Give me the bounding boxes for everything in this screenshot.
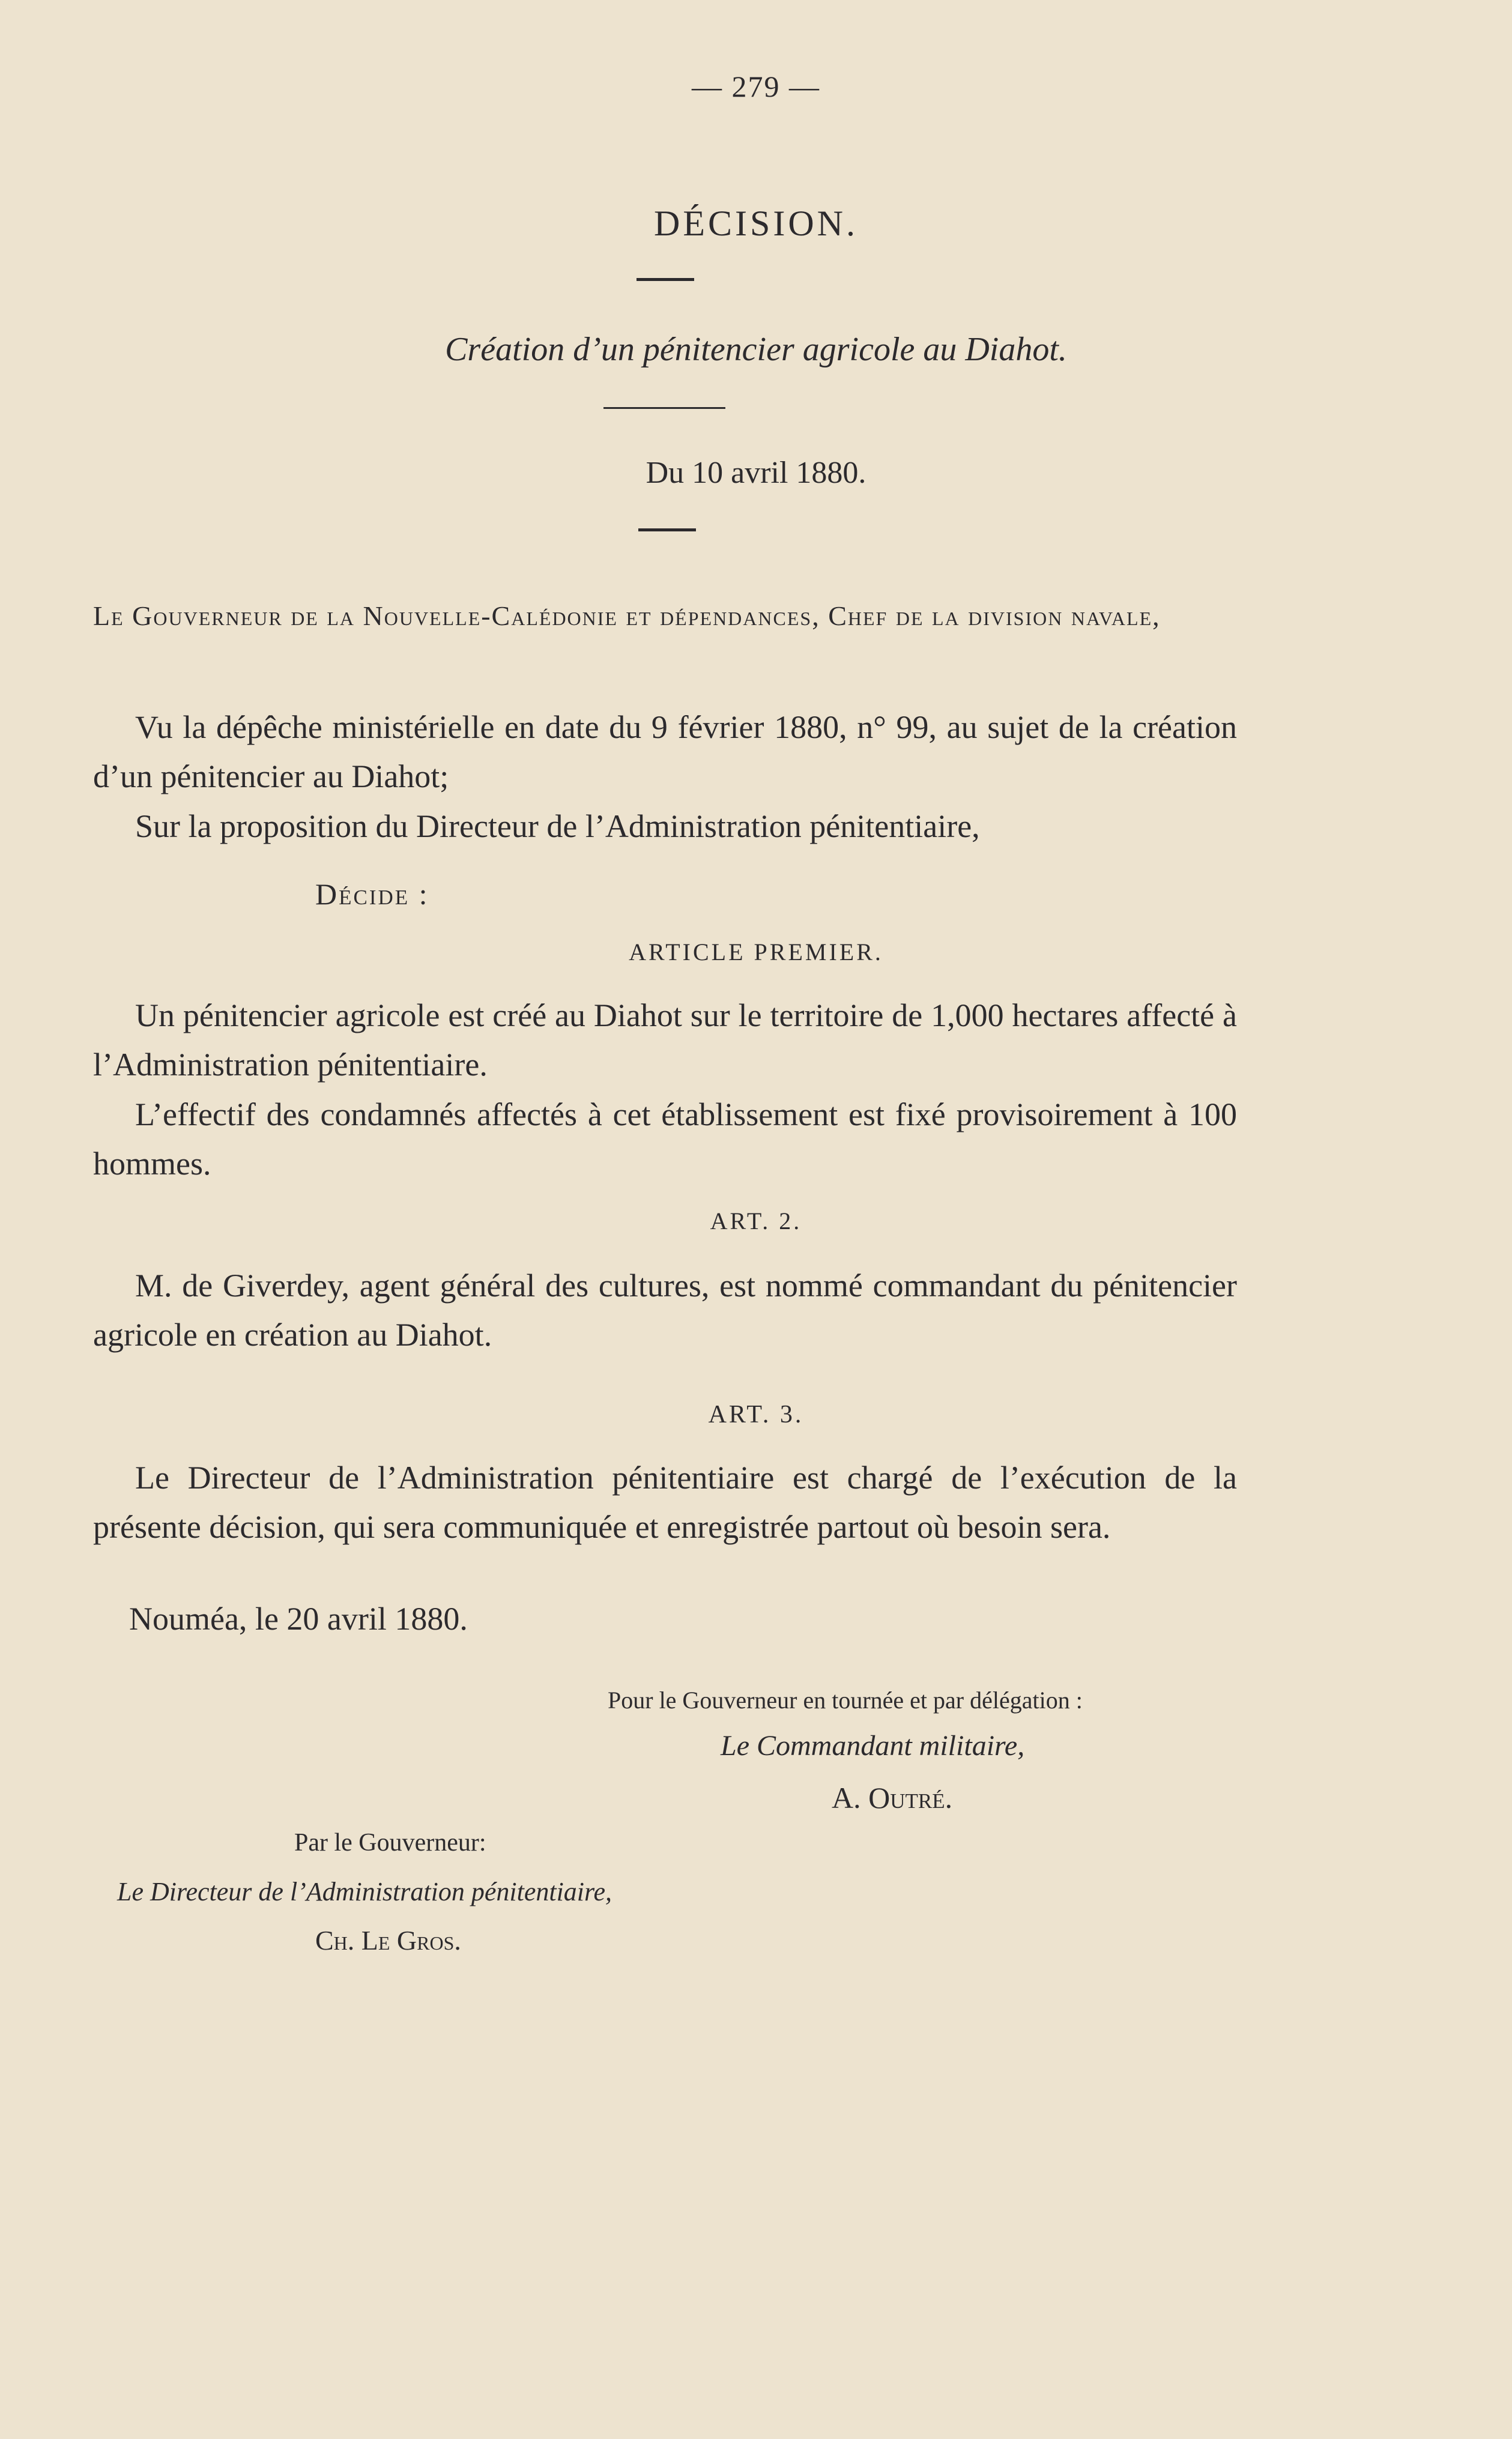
document-title: DÉCISION. (654, 204, 858, 243)
signature-right-name: A. Outré. (832, 1781, 953, 1815)
title-divider (637, 278, 694, 281)
article-1-heading: ARTICLE PREMIER. (629, 938, 883, 966)
article-1-paragraph-2: L’effectif des condamnés affectés à cet établissement est fixé provisoirement à 100 hommes. (93, 1096, 1237, 1182)
signature-right-intro: Pour le Gouverneur en tournée et par délégation : (608, 1687, 1083, 1714)
subtitle-divider (603, 407, 725, 409)
place-date: Nouméa, le 20 avril 1880. (129, 1601, 468, 1637)
date-divider (638, 528, 696, 531)
preamble-governor: Le Gouverneur de la Nouvelle-Calédonie et dépendances, Chef de la division navale, (93, 600, 1161, 631)
signature-right-title: Le Commandant militaire, (721, 1730, 1025, 1762)
signature-left-intro: Par le Gouverneur: (294, 1829, 486, 1857)
document-subtitle: Création d’un pénitencier agricole au Diahot. (445, 331, 1067, 368)
article-3-paragraph-1: Le Directeur de l’Administration pénitentiaire est chargé de l’exécution de la présente décision, qui sera communiquée et enregistrée partout où besoin sera. (93, 1460, 1237, 1545)
document-date: Du 10 avril 1880. (646, 456, 866, 490)
signature-left-title: Le Directeur de l’Administration pénitentiaire, (117, 1877, 612, 1906)
decide-label: Décide : (315, 877, 429, 911)
article-2-heading: ART. 2. (710, 1207, 802, 1235)
article-2-paragraph-1: M. de Giverdey, agent général des cultures, est nommé commandant du pénitencier agricole en création au Diahot. (93, 1268, 1237, 1353)
preamble-considering-1: Vu la dépêche ministérielle en date du 9 février 1880, n° 99, au sujet de la création d’un pénitencier au Diahot; (93, 709, 1237, 794)
preamble-considering-2: Sur la proposition du Directeur de l’Administration pénitentiaire, (135, 808, 980, 844)
article-3-heading: ART. 3. (708, 1401, 804, 1428)
article-1-paragraph-1: Un pénitencier agricole est créé au Diahot sur le territoire de 1,000 hectares affecté à l’Administration pénitentiaire. (93, 997, 1237, 1083)
signature-left-name: Ch. Le Gros. (315, 1925, 461, 1956)
page-number: — 279 — (692, 70, 820, 103)
